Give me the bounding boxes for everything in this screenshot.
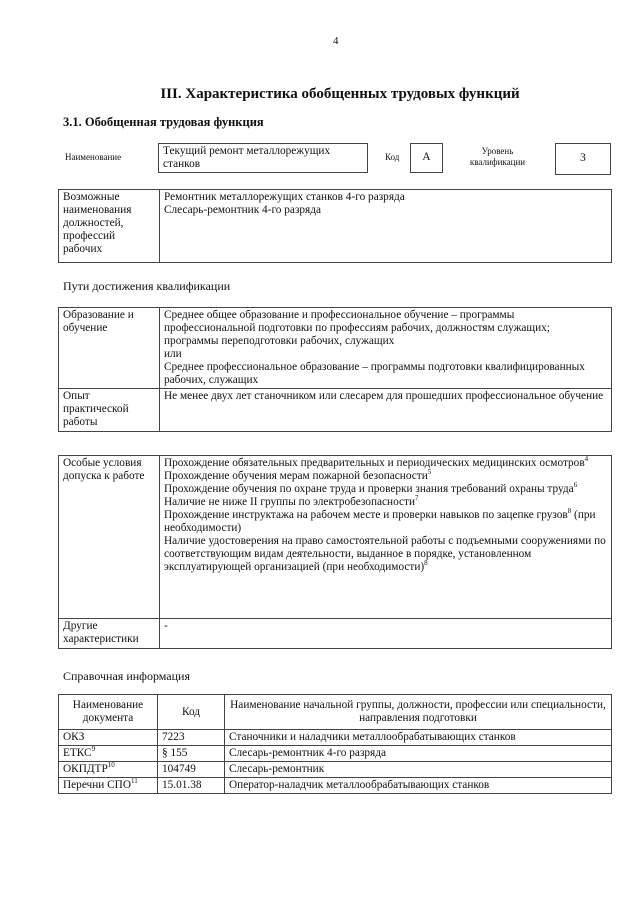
table-row [59,762,612,778]
conditions-list [160,456,612,619]
name-cell: Станочники и наладчики металлообрабатывающих станков [225,730,612,746]
positions-label: Возможные наименования должностей, профессий рабочих [59,190,160,263]
header-document: Наименование документа [59,695,158,730]
paths-heading: Пути достижения квалификации [63,279,231,293]
doc-cell: Перечни СПО$^{11}$ [59,778,158,794]
condition-item: Наличие не ниже II группы по электробезопасности$^7$ [164,494,419,508]
name-label: Наименование [65,152,122,162]
position-item: Ремонтник металлорежущих станков 4-го разряда [164,191,405,203]
code-cell: § 155 [158,746,225,762]
condition-item: Прохождение обучения по охране труда и проверки знания требований охраны труда$^6$ [164,481,578,495]
code-cell: 7223 [158,730,225,746]
position-item: Слесарь-ремонтник 4-го разряда [164,204,322,216]
page-number: 4 [333,35,339,47]
reference-table [58,694,612,794]
other-value: - [160,619,612,649]
condition-item: Прохождение обязательных предварительных и периодических медицинских осмотров$^4$ [164,455,589,469]
condition-item: Наличие удостоверения на право самостоятельной работы с подъемными сооружениями по соответствующим видам деятельности, выданное в порядке, установленном эксплуатирующей организацией (при необходимости)$^8$ [164,535,606,573]
positions-list [160,190,612,263]
doc-cell: ЕТКС$^9$ [59,746,158,762]
level-box: 3 [555,143,611,175]
name-cell: Слесарь-ремонтник [225,762,612,778]
function-name-box: Текущий ремонт металлорежущих станков [158,143,368,173]
name-cell: Оператор-наладчик металлообрабатывающих станков [225,778,612,794]
level-label: Уровень квалификации [469,146,526,167]
education-line: или [164,348,182,360]
doc-cell: ОКЗ [59,730,158,746]
table-row [59,778,612,794]
education-line: Среднее общее образование и профессиональное обучение – программы профессиональной подготовки по профессиям рабочих, должностям служащих; программы переподготовки рабочих, служащих [164,309,550,347]
education-table [58,307,612,432]
section-title: III. Характеристика обобщенных трудовых функций [160,86,520,102]
experience-label: Опыт практической работы [59,389,160,432]
condition-item: Прохождение обучения мерам пожарной безопасности$^5$ [164,468,432,482]
conditions-table [58,455,612,649]
table-row [59,746,612,762]
doc-cell: ОКПДТР$^{10}$ [59,762,158,778]
other-label: Другие характеристики [59,619,160,649]
header-name: Наименование начальной группы, должности, профессии или специальности, направления подготовки [225,695,612,730]
table-row [59,730,612,746]
code-box: A [410,143,443,173]
condition-item: Прохождение инструктажа на рабочем месте и проверки навыков по зацепке грузов$^8$ (при необходимости) [164,507,596,534]
education-label: Образование и обучение [59,308,160,389]
name-cell: Слесарь-ремонтник 4-го разряда [225,746,612,762]
reference-heading: Справочная информация [63,669,190,683]
code-cell: 104749 [158,762,225,778]
code-cell: 15.01.38 [158,778,225,794]
experience-value: Не менее двух лет станочником или слесарем для прошедших профессиональное обучение [160,389,612,432]
positions-table [58,189,612,263]
conditions-label: Особые условия допуска к работе [59,456,160,619]
subsection-title: 3.1. Обобщенная трудовая функция [63,115,264,129]
code-label: Код [385,152,400,162]
education-line: Среднее профессиональное образование – программы подготовки квалифицированных рабочих, служащих [164,361,585,386]
header-code: Код [158,695,225,730]
education-value [160,308,612,389]
